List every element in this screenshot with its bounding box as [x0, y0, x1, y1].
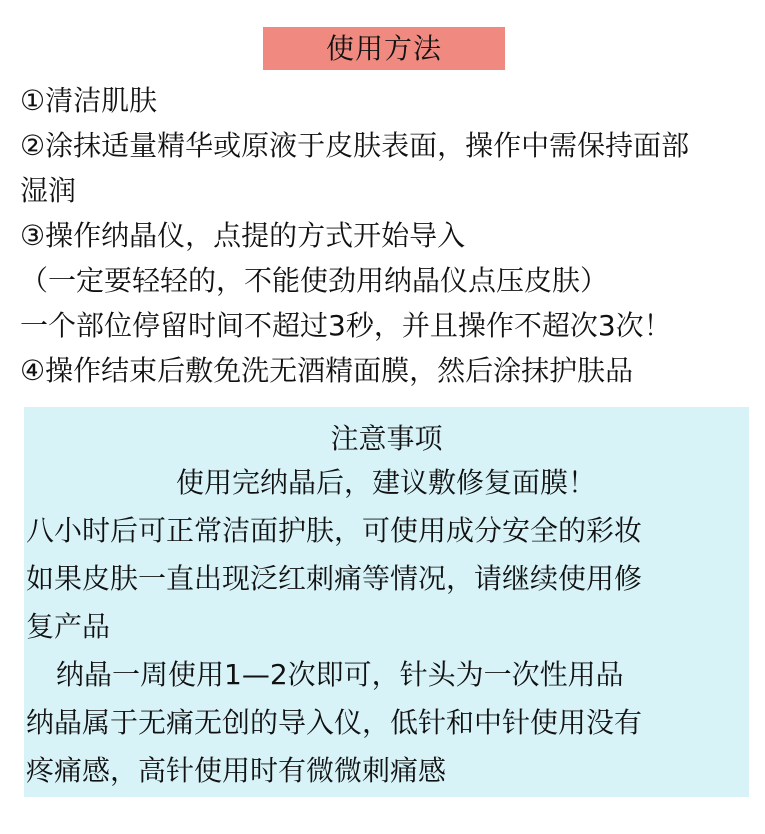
- usage-step-1: ①清洁肌肤: [20, 84, 158, 117]
- notes-line-4: 纳晶一周使用1—2次即可，针头为一次性用品: [56, 658, 624, 691]
- notes-line-3-continued: 复产品: [26, 610, 111, 643]
- notes-line-5: 纳晶属于无痛无创的导入仪，低针和中针使用没有: [26, 706, 643, 739]
- usage-step-3-note: （一定要轻轻的，不能使劲用纳晶仪点压皮肤）: [20, 264, 609, 297]
- notes-list: [26, 459, 746, 795]
- usage-title: 使用方法: [263, 27, 505, 70]
- usage-step-4: ④操作结束后敷免洗无酒精面膜，然后涂抹护肤品: [20, 354, 634, 387]
- notes-line-1: 使用完纳晶后，建议敷修复面膜！: [175, 466, 596, 499]
- usage-step-3: ③操作纳晶仪，点提的方式开始导入: [20, 219, 466, 252]
- usage-step-3-duration: 一个部位停留时间不超过3秒，并且操作不超次3次！: [20, 309, 672, 342]
- notes-title: 注意事项: [330, 422, 443, 455]
- notes-line-3: 如果皮肤一直出现泛红刺痛等情况，请继续使用修: [26, 562, 643, 595]
- usage-step-2: ②涂抹适量精华或原液于皮肤表面，操作中需保持面部: [20, 129, 690, 162]
- notes-line-5-continued: 疼痛感，高针使用时有微微刺痛感: [26, 754, 447, 787]
- usage-steps: [20, 78, 750, 393]
- usage-step-2-continued: 湿润: [20, 174, 77, 207]
- notes-box: [24, 407, 749, 797]
- notes-line-2: 八小时后可正常洁面护肤，可使用成分安全的彩妆: [26, 514, 643, 547]
